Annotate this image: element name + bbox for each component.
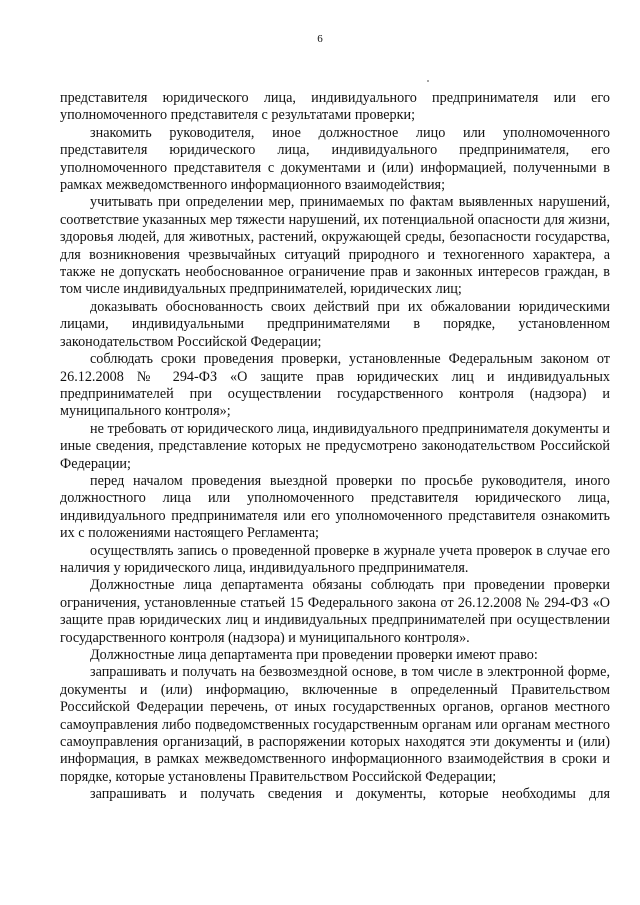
paragraph-rights-intro: Должностные лица департамента при проведении проверки имеют право: <box>90 647 538 663</box>
paragraph-consider-measures: учитывать при определении мер, принимаемых по фактам выявленных нарушений, соответствие указанных мер тяжести нарушений, их потенциальной опасности для жизни, здоровья людей, для животных, растений, окружающей среды, безопасности государства, для возникновения чрезвычайных ситуаций природного и техногенного характера, а также не допускать необоснованное ограничение прав и законных интересов граждан, в том числе индивидуальных предпринимателей, юридических лиц; <box>60 194 610 298</box>
paragraph-prove-validity: доказывать обоснованность своих действий при их обжаловании юридическими лицами, индивидуальными предпринимателями в порядке, установленном законодательством Российской Федерации; <box>60 298 610 350</box>
paragraph-not-require-documents: не требовать от юридического лица, индивидуального предпринимателя документы и иные сведения, представление которых не предусмотрено законодательством Российской Федерации; <box>60 420 610 472</box>
document-body <box>60 90 610 804</box>
scan-speck <box>427 80 429 82</box>
paragraph-continuation: представителя юридического лица, индивидуального предпринимателя или его уполномоченного представителя с результатами проверки; <box>60 90 610 124</box>
paragraph-restrictions: Должностные лица департамента обязаны соблюдать при проведении проверки ограничения, установленные статьей 15 Федерального закона от 26.12.2008 № 294-ФЗ «О защите прав юридических лиц и индивидуальных предпринимателей при осуществлении государственного контроля (надзора) и муниципального контроля». <box>60 577 610 646</box>
paragraph-request-documents: запрашивать и получать сведения и документы, которые необходимы для <box>90 786 610 803</box>
paragraph-journal-entry: осуществлять запись о проведенной проверке в журнале учета проверок в случае его наличия у юридического лица, индивидуального предпринимателя. <box>60 542 610 576</box>
paragraph-request-information: запрашивать и получать на безвозмездной основе, в том числе в электронной форме, документы и (или) информацию, включенные в определенный Правительством Российской Федерации перечень, от иных государственных органов, органов местного самоуправления либо подведомственных государственным органам или органам местного самоуправления организаций, в распоряжении которых находятся эти документы и (или) информация, в рамках межведомственного информационного взаимодействия в сроки и порядке, которые установлены Правительством Российской Федерации; <box>60 664 610 785</box>
paragraph-familiarize-documents: знакомить руководителя, иное должностное лицо или уполномоченного представителя юридического лица, индивидуального предпринимателя, его уполномоченного представителя с документами и (или) информацией, полученными в рамках межведомственного информационного взаимодействия; <box>60 124 610 194</box>
page-number: 6 <box>317 33 323 45</box>
paragraph-observe-deadlines: соблюдать сроки проведения проверки, установленные Федеральным законом от 26.12.2008 № 294-ФЗ «О защите прав юридических лиц и индивидуальных предпринимателей при осуществлении государственного контроля (надзора) и муниципального контроля»; <box>60 351 610 420</box>
paragraph-acquaint-regulation: перед началом проведения выездной проверки по просьбе руководителя, иного должностного лица или уполномоченного представителя юридического лица, индивидуального предпринимателя или его уполномоченного представителя ознакомить их с положениями настоящего Регламента; <box>60 472 610 542</box>
